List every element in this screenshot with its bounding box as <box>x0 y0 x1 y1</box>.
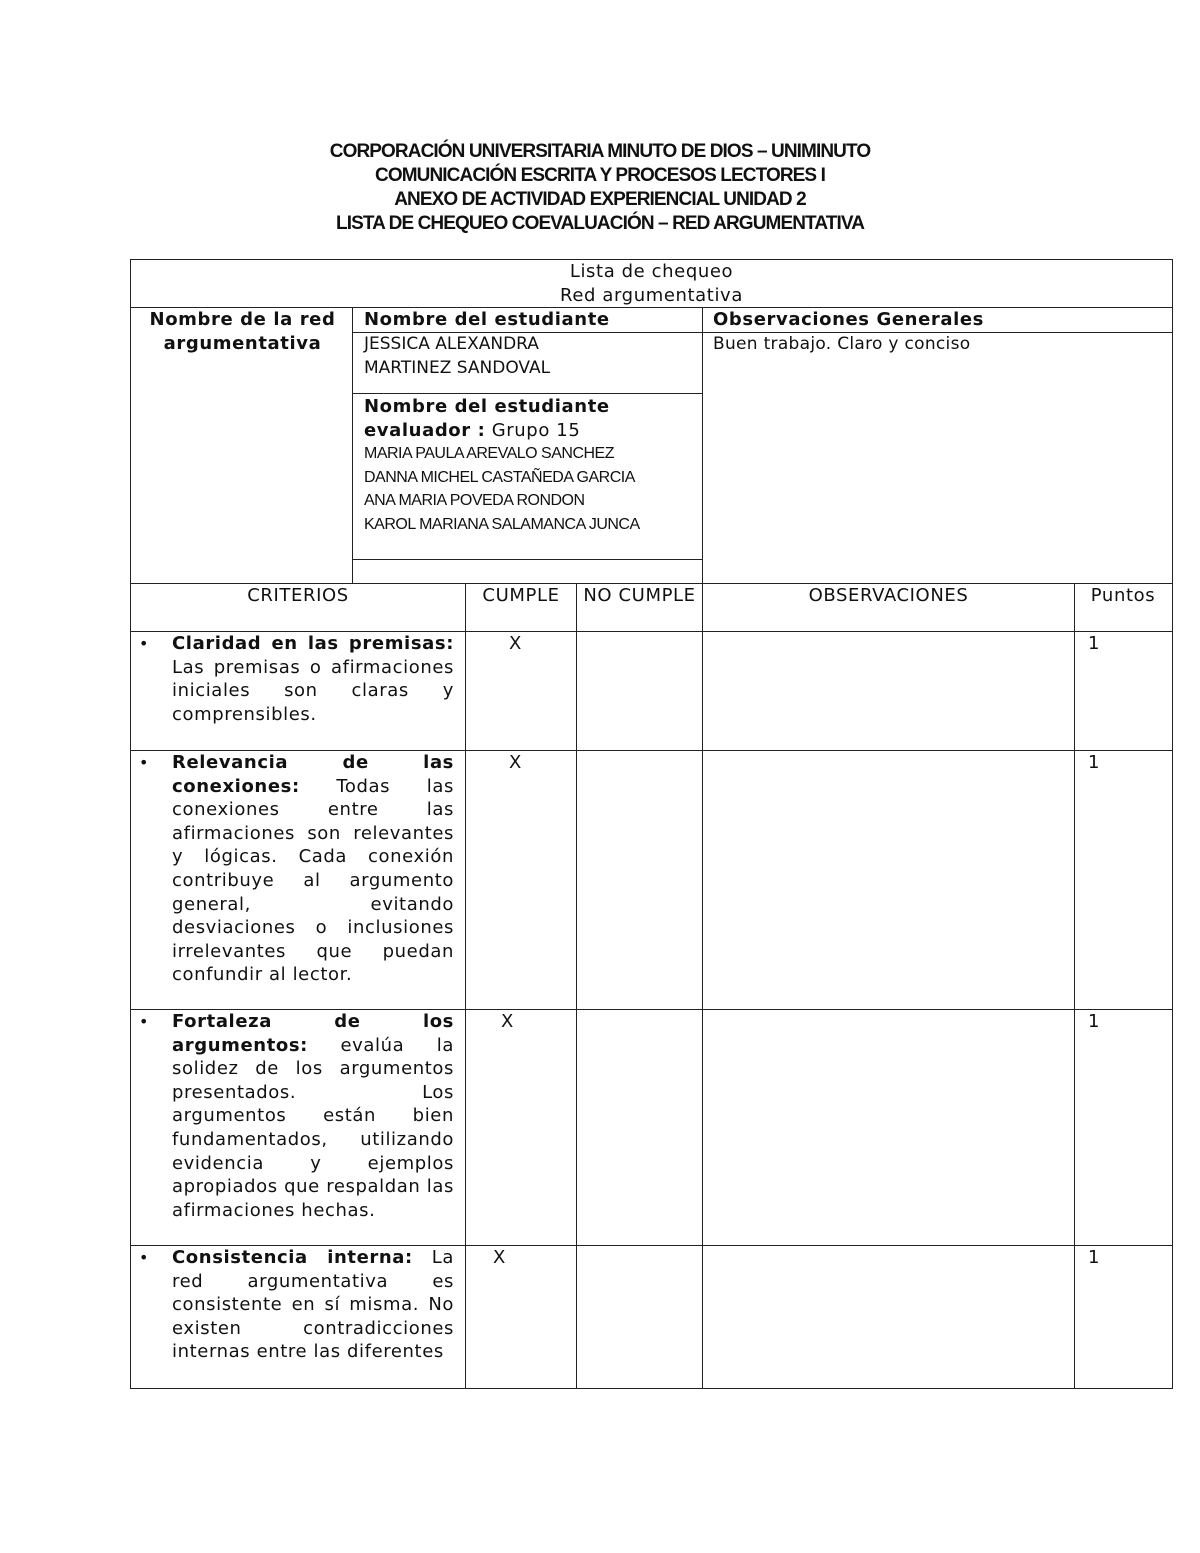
meets-mark: X <box>493 1247 506 1268</box>
criterion-title: Claridad en las premisas: <box>172 633 454 654</box>
meets-mark: X <box>509 633 522 654</box>
points-value: 1 <box>1088 1247 1101 1268</box>
bullet-icon: • <box>139 634 150 653</box>
points-value: 1 <box>1088 752 1101 773</box>
evaluator-name: KAROL MARIANA SALAMANCA JUNCA <box>364 515 640 533</box>
criterion-title: Consistencia interna: <box>172 1247 413 1268</box>
criterion-description: Las premisas o afirmaciones iniciales son claras y comprensibles. <box>172 656 454 725</box>
criterion-title: Fortaleza de los argumentos: <box>172 1011 454 1056</box>
column-header-criteria: CRITERIOS <box>247 585 349 606</box>
criterion-description: evalúa la solidez de los argumentos presentados. Los argumentos están bien fundamentados, utilizando evidencia y ejemplos apropiados que respaldan las afirmaciones hechas. <box>172 1034 454 1221</box>
criterion-text <box>172 1010 454 1222</box>
column-header-observations: OBSERVACIONES <box>808 585 969 606</box>
criterion-text <box>172 751 454 987</box>
criterion-text <box>172 1246 454 1387</box>
column-header-not-meets: NO CUMPLE <box>583 585 696 606</box>
header-line-3: ANEXO DE ACTIVIDAD EXPERIENCIAL UNIDAD 2 <box>394 189 806 210</box>
criterion-text <box>172 632 454 726</box>
points-value: 1 <box>1088 1011 1101 1032</box>
header-line-4: LISTA DE CHEQUEO COEVALUACIÓN – RED ARGUMENTATIVA <box>335 213 865 234</box>
bullet-icon: • <box>139 753 150 772</box>
student-name-label: Nombre del estudiante <box>364 309 610 330</box>
meets-mark: X <box>509 752 522 773</box>
criterion-description: La red argumentativa es consistente en sí misma. No existen contradicciones internas entre las diferentes <box>172 1247 454 1363</box>
evaluator-name: DANNA MICHEL CASTAÑEDA GARCIA <box>364 468 635 486</box>
criterion-description: Todas las conexiones entre las afirmaciones son relevantes y lógicas. Cada conexión contribuye al argumento general, evitando desviaciones o inclusiones irrelevantes que puedan confundir al lector. <box>172 775 454 986</box>
points-value: 1 <box>1088 633 1101 654</box>
column-header-points: Puntos <box>1090 585 1156 606</box>
criterion-title: Relevancia de las conexiones: <box>172 752 454 797</box>
network-name-label: Nombre de la red argumentativa <box>149 309 336 354</box>
table-title-line-2: Red argumentativa <box>560 284 743 306</box>
meets-mark: X <box>501 1011 514 1032</box>
evaluator-block <box>364 395 694 537</box>
header-line-2: COMUNICACIÓN ESCRITA Y PROCESOS LECTORES I <box>375 165 825 186</box>
column-header-meets: CUMPLE <box>482 585 560 606</box>
bullet-icon: • <box>139 1248 150 1267</box>
table-title <box>131 260 1172 307</box>
header-line-1: CORPORACIÓN UNIVERSITARIA MINUTO DE DIOS – UNIMINUTO <box>329 141 871 162</box>
table-title-line-1: Lista de chequeo <box>569 261 734 282</box>
student-name-value: JESSICA ALEXANDRA MARTINEZ SANDOVAL <box>364 334 551 378</box>
general-observations-value: Buen trabajo. Claro y conciso <box>713 334 971 354</box>
evaluator-name: ANA MARIA POVEDA RONDON <box>364 492 585 510</box>
evaluator-label: Nombre del estudiante evaluador : <box>364 396 610 441</box>
bullet-icon: • <box>139 1012 150 1031</box>
evaluator-name: MARIA PAULA AREVALO SANCHEZ <box>364 445 614 463</box>
general-observations-label: Observaciones Generales <box>713 309 984 330</box>
evaluator-group: Grupo 15 <box>485 419 581 441</box>
document-header <box>0 140 1200 236</box>
